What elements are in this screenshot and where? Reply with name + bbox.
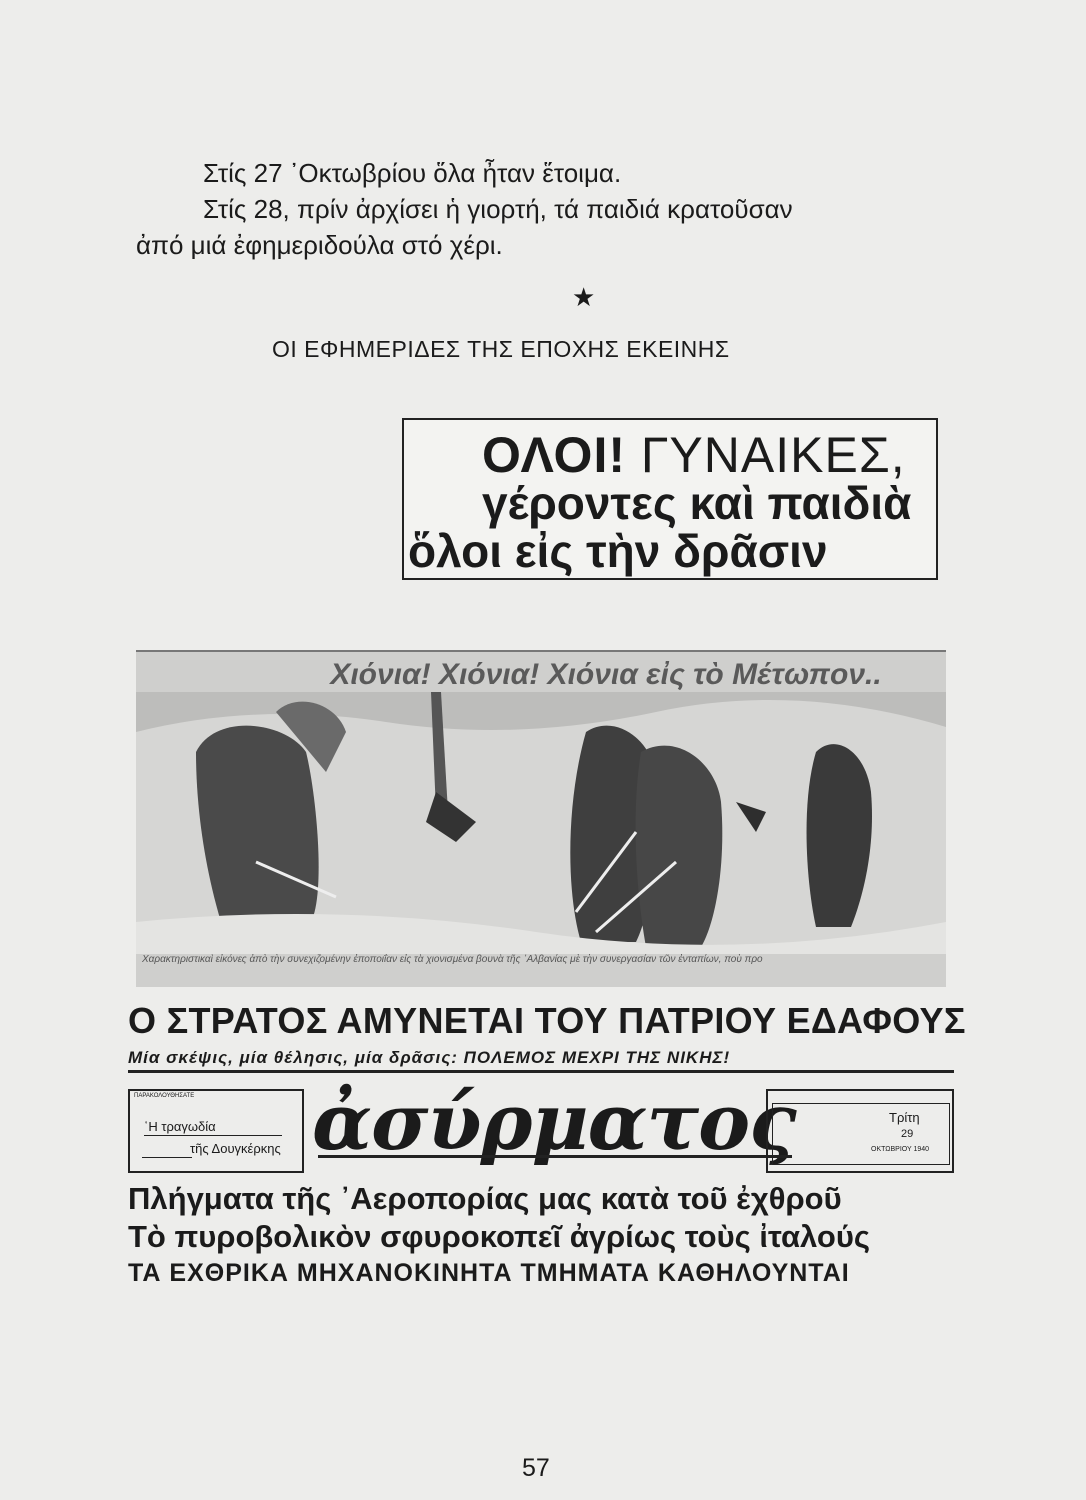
newspaper-top-headline: Ο ΣΤΡΑΤΟΣ ΑΜΥΝΕΤΑΙ ΤΟΥ ΠΑΤΡΙΟΥ ΕΔΑΦΟΥΣ (128, 1000, 966, 1041)
newspaper-headline: ΤΑ ΕΧΘΡΙΚΑ ΜΗΧΑΝΟΚΙΝΗΤΑ ΤΜΗΜΑΤΑ ΚΑΘΗΛΟΥΝΤΑΙ (128, 1259, 850, 1287)
newspaper-clipping-call-to-action (402, 418, 938, 580)
issue-day: Τρίτη (889, 1110, 920, 1125)
divider (318, 1155, 792, 1158)
intro-line: ἀπό μιά ἐφημεριδούλα στό χέρι. (136, 230, 503, 260)
masthead-left-box (128, 1089, 304, 1173)
figure-shape (636, 746, 723, 947)
photo-banner: Χιόνια! Χιόνια! Χιόνια εἰς τὸ Μέτωπον.. (330, 658, 882, 691)
newspaper-front-page (128, 1000, 966, 1288)
divider (142, 1157, 192, 1158)
figure-shape (196, 726, 319, 922)
newspaper-headline: Πλήγματα τῆς ᾿Αεροπορίας μας κατὰ τοῦ ἐχθροῦ (128, 1181, 842, 1216)
clipping-subheadline: γέροντες καὶ παιδιὰ (482, 477, 912, 529)
clipping-subheadline: ὅλοι εἰς τὴν δρᾶσιν (408, 525, 828, 577)
newspaper-name (312, 1077, 796, 1168)
snow-scene-photo (136, 692, 946, 954)
page-number: 57 (522, 1454, 550, 1482)
issue-date: 29 (901, 1128, 914, 1140)
section-heading: ΟΙ ΕΦΗΜΕΡΙΔΕΣ ΤΗΣ ΕΠΟΧΗΣ ΕΚΕΙΝΗΣ (272, 336, 730, 362)
left-box-top-text: ΠΑΡΑΚΟΛΟΥΘΗΣΑΤΕ (134, 1093, 195, 1099)
clipping-headline-rest: ΓΥΝΑΙΚΕΣ, (626, 427, 906, 483)
date-box (772, 1103, 950, 1165)
issue-month: ΟΚΤΩΒΡΙΟΥ 1940 (871, 1146, 930, 1153)
newspaper-masthead (128, 1077, 954, 1175)
intro-line: Στίς 28, πρίν ἀρχίσει ἡ γιορτή, τά παιδιά κρατοῦσαν (203, 194, 793, 224)
left-box-line: ῾Η τραγωδία (144, 1119, 216, 1134)
divider (144, 1135, 282, 1136)
left-box-line: τῆς Δουγκέρκης (190, 1141, 281, 1156)
photo-caption: Χαρακτηριστικαὶ εἰκόνες ἀπὸ τὴν συνεχιζομένην ἐποποιΐαν εἰς τὰ χιονισμένα βουνὰ τῆς ᾿Αλβανίας μὲ τὴν συνεργασίαν τῶν ἐνταπίων, ποὺ προ (142, 954, 763, 965)
newspaper-slogan: Μία σκέψις, μία θέλησις, μία δρᾶσις: ΠΟΛΕΜΟΣ ΜΕΧΡΙ ΤΗΣ ΝΙΚΗΣ! (128, 1048, 954, 1073)
star-separator: ★ (572, 282, 596, 312)
masthead-right-box (766, 1089, 954, 1173)
newspaper-photo-clipping (136, 650, 946, 987)
newspaper-name-text: ἀσύρματος (312, 1077, 796, 1168)
clipping-headline-bold: ΟΛΟΙ! (482, 427, 626, 483)
intro-line: Στίς 27 ᾿Οκτωβρίου ὅλα ἦταν ἕτοιμα. (203, 158, 622, 188)
newspaper-headline: Τὸ πυροβολικὸν σφυροκοπεῖ ἀγρίως τοὺς ἰταλούς (128, 1219, 871, 1254)
intro-paragraph (136, 155, 956, 263)
